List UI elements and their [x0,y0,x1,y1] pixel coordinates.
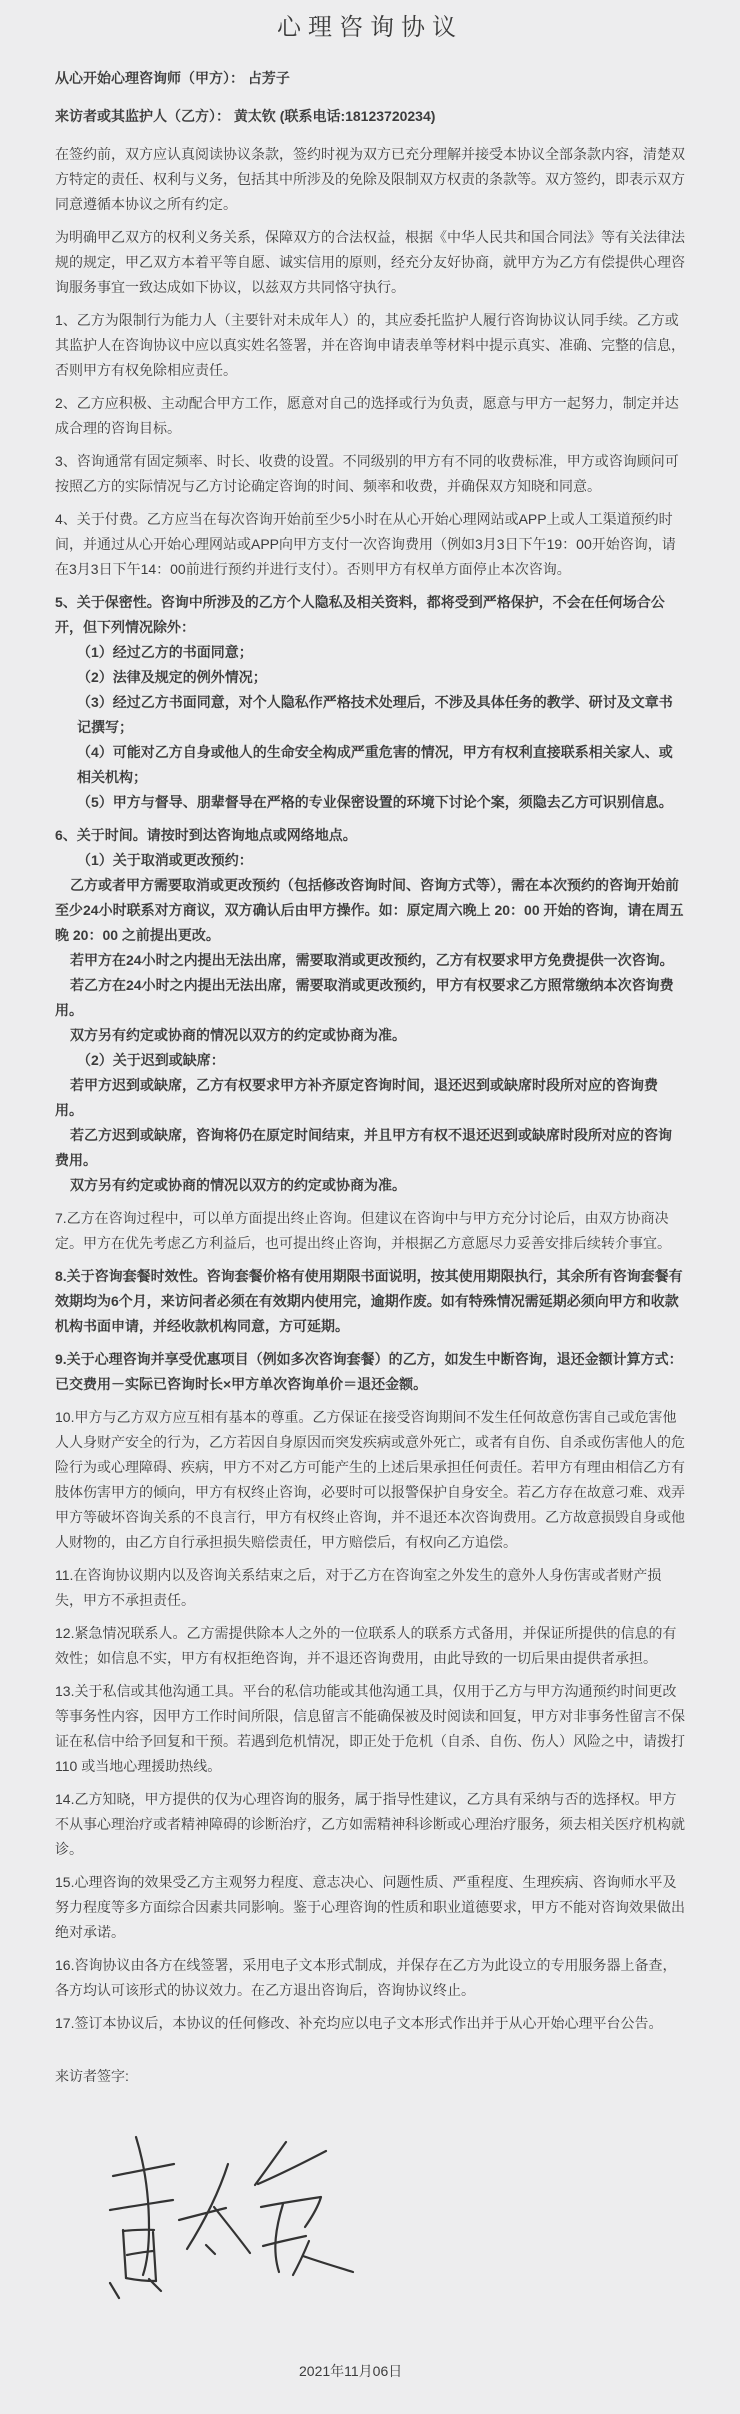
clause-11: 11.在咨询协议期内以及咨询关系结束之后，对于乙方在咨询室之外发生的意外人身伤害或者财产损失，甲方不承担责任。 [55,1567,662,1608]
clause-5: 5、关于保密性。咨询中所涉及的乙方个人隐私及相关资料，都将受到严格保护，不会在任何场合公开，但下列情况除外： [55,594,665,635]
party-a-line: 从心开始心理咨询师（甲方）： 占芳子 [55,70,290,86]
clause-10: 10.甲方与乙方双方应互相有基本的尊重。乙方保证在接受咨询期间不发生任何故意伤害自己或危害他人人身财产安全的行为，乙方若因自身原因而突发疾病或意外死亡，或者有自伤、自杀或伤害他人的危险行为或心理障碍、疾病，甲方不对乙方可能产生的上述后果承担任何责任。若甲方有理由相信乙方有肢体伤害甲方的倾向，甲方有权终止咨询，必要时可以报警保护自身安全。若乙方存在故意刁难、戏弄甲方等破坏咨询关系的不良言行，甲方有权终止咨询，并不退还本次咨询费用。乙方故意损毁自身或他人财物的，由乙方自行承担损失赔偿责任，甲方赔偿后，有权向乙方追偿。 [55,1409,685,1550]
clause-6-item-2-rule-a: 若甲方迟到或缺席，乙方有权要求甲方补齐原定咨询时间，退还迟到或缺席时段所对应的咨询费用。 [55,1077,658,1118]
page-title: 心理咨询协议 [277,14,463,41]
clause-17: 17.签订本协议后，本协议的任何修改、补充均应以电子文本形式作出并于从心开始心理平台公告。 [55,2015,663,2031]
clause-9: 9.关于心理咨询并享受优惠项目（例如多次咨询套餐）的乙方，如发生中断咨询，退还金额计算方式：已交费用－实际已咨询时长×甲方单次咨询单价＝退还金额。 [55,1351,683,1392]
clause-6-item-1-title: （1）关于取消或更改预约： [77,852,253,868]
clause-5-item-2: （2）法律及规定的例外情况； [77,669,267,685]
visitor-signature-label: 来访者签字: [55,2068,129,2084]
clause-5-item-1: （1）经过乙方的书面同意； [77,644,253,660]
agreement-date: 2021年11月06日 [299,2363,403,2379]
clause-16: 16.咨询协议由各方在线签署，采用电子文本形式制成，并保存在乙方为此设立的专用服务器上备查，各方均认可该形式的协议效力。在乙方退出咨询后，咨询协议终止。 [55,1957,677,1998]
clause-4: 4、关于付费。乙方应当在每次咨询开始前至少5小时在从心开始心理网站或APP上或人工渠道预约时间，并通过从心开始心理网站或APP向甲方支付一次咨询费用（例如3月3日下午19：00开始咨询，请在3月3日下午14：00前进行预约并进行支付）。否则甲方有权单方面停止本次咨询。 [55,511,676,577]
clause-8: 8.关于咨询套餐时效性。咨询套餐价格有使用期限书面说明，按其使用期限执行，其余所有咨询套餐有效期均为6个月，来访问者必须在有效期内使用完，逾期作废。如有特殊情况需延期必须向甲方和收款机构书面申请，并经收款机构同意，方可延期。 [55,1268,683,1334]
signature-handwriting [103,2129,355,2307]
clause-14: 14.乙方知晓，甲方提供的仅为心理咨询的服务，属于指导性建议，乙方具有采纳与否的选择权。甲方不从事心理治疗或者精神障碍的诊断治疗，乙方如需精神科诊断或心理治疗服务，须去相关医疗机构就诊。 [55,1791,685,1857]
clause-6-item-1-text: 乙方或者甲方需要取消或更改预约（包括修改咨询时间、咨询方式等），需在本次预约的咨询开始前至少24小时联系对方商议，双方确认后由甲方操作。如：原定周六晚上 20：00 开始的咨询，请在周五晚 20：00 之前提出更改。 [55,877,684,943]
clause-13: 13.关于私信或其他沟通工具。平台的私信功能或其他沟通工具，仅用于乙方与甲方沟通预约时间更改等事务性内容，因甲方工作时间所限，信息留言不能确保被及时阅读和回复，甲方对非事务性留言不保证在私信中给予回复和干预。若遇到危机情况，即正处于危机（自杀、自伤、伤人）风险之中，请拨打 110 或当地心理援助热线。 [55,1683,685,1774]
clause-6-item-2-rule-b: 若乙方迟到或缺席，咨询将仍在原定时间结束，并且甲方有权不退还迟到或缺席时段所对应的咨询费用。 [55,1127,672,1168]
party-b-line: 来访者或其监护人（乙方）： 黄太钦 (联系电话:18123720234) [55,108,436,124]
clause-6: 6、关于时间。请按时到达咨询地点或网络地点。 [55,827,357,843]
clause-2: 2、乙方应积极、主动配合甲方工作，愿意对自己的选择或行为负责，愿意与甲方一起努力，制定并达成合理的咨询目标。 [55,395,679,436]
clause-7: 7.乙方在咨询过程中，可以单方面提出终止咨询。但建议在咨询中与甲方充分讨论后，由双方协商决定。甲方在优先考虑乙方利益后，也可提出终止咨询，并根据乙方意愿尽力妥善安排后续转介事宜。 [55,1210,671,1251]
clause-6-group [55,823,685,1198]
clause-15: 15.心理咨询的效果受乙方主观努力程度、意志决心、问题性质、严重程度、生理疾病、咨询师水平及努力程度等多方面综合因素共同影响。鉴于心理咨询的性质和职业道德要求，甲方不能对咨询效果做出绝对承诺。 [55,1874,685,1940]
clause-6-item-2-rule-c: 双方另有约定或协商的情况以双方的约定或协商为准。 [70,1177,406,1193]
clause-6-item-2-title: （2）关于迟到或缺席： [77,1052,225,1068]
preamble-paragraph-2: 为明确甲乙双方的权利义务关系，保障双方的合法权益，根据《中华人民共和国合同法》等有关法律法规的规定，甲乙双方本着平等自愿、诚实信用的原则，经充分友好协商，就甲方为乙方有偿提供心理咨询服务事宜一致达成如下协议，以兹双方共同恪守执行。 [55,229,685,295]
clause-3: 3、咨询通常有固定频率、时长、收费的设置。不同级别的甲方有不同的收费标准，甲方或咨询顾问可按照乙方的实际情况与乙方讨论确定咨询的时间、频率和收费，并确保双方知晓和同意。 [55,453,679,494]
preamble-paragraph-1: 在签约前，双方应认真阅读协议条款，签约时视为双方已充分理解并接受本协议全部条款内容，清楚双方特定的责任、权利与义务，包括其中所涉及的免除及限制双方权责的条款等。双方签约，即表示双方同意遵循本协议之所有约定。 [55,146,685,212]
signature-ink-strokes [103,2129,355,2307]
clause-6-item-1-rule-b: 若乙方在24小时之内提出无法出席，需要取消或更改预约，甲方有权要求乙方照常缴纳本次咨询费用。 [55,977,674,1018]
clause-5-item-5: （5）甲方与督导、朋辈督导在严格的专业保密设置的环境下讨论个案，须隐去乙方可识别信息。 [77,794,673,810]
clause-6-item-1-rule-c: 双方另有约定或协商的情况以双方的约定或协商为准。 [70,1027,406,1043]
clause-6-item-1-rule-a: 若甲方在24小时之内提出无法出席，需要取消或更改预约，乙方有权要求甲方免费提供一次咨询。 [70,952,674,968]
clause-5-group [55,590,685,815]
clause-12: 12.紧急情况联系人。乙方需提供除本人之外的一位联系人的联系方式备用，并保证所提供的信息的有效性；如信息不实，甲方有权拒绝咨询，并不退还咨询费用，由此导致的一切后果由提供者承担。 [55,1625,677,1666]
clause-5-item-4: （4）可能对乙方自身或他人的生命安全构成严重危害的情况，甲方有权利直接联系相关家人、或相关机构； [77,744,673,785]
clause-1: 1、乙方为限制行为能力人（主要针对未成年人）的，其应委托监护人履行咨询协议认同手续。乙方或其监护人在咨询协议中应以真实姓名签署，并在咨询申请表单等材料中提示真实、准确、完整的信息，否则甲方有权免除相应责任。 [55,312,685,378]
clause-5-item-3: （3）经过乙方书面同意，对个人隐私作严格技术处理后，不涉及具体任务的教学、研讨及文章书记撰写； [77,694,673,735]
